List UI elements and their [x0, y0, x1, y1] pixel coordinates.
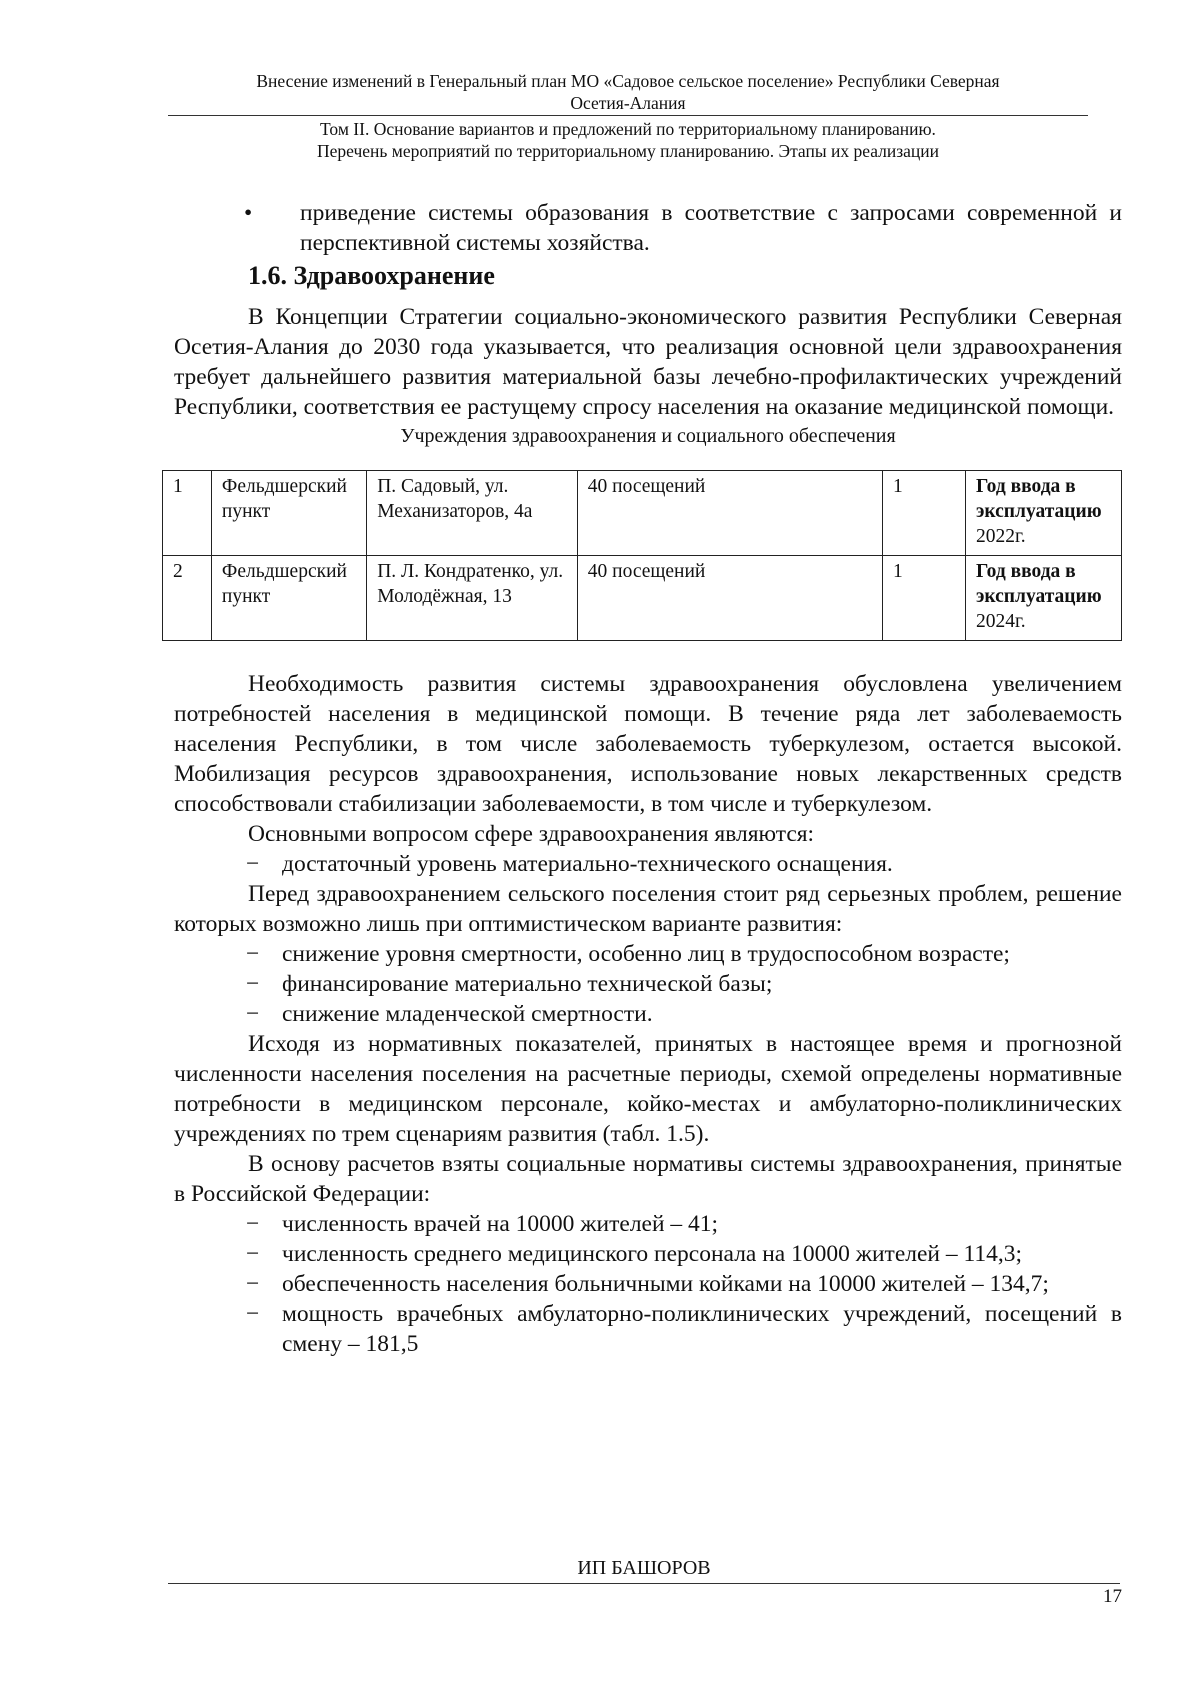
- list-item-text: финансирование материально технической базы;: [282, 971, 773, 997]
- year-value: 2022г.: [975, 526, 1026, 547]
- spacer: [174, 641, 1122, 669]
- cell-address: П. Л. Кондратенко, ул. Молодёжная, 13: [367, 556, 578, 641]
- cell-year: [965, 556, 1121, 641]
- bullet-icon: •: [244, 200, 253, 226]
- paragraph-basis: В основу расчетов взяты социальные нормативы системы здравоохранения, принятые в Российской Федерации:: [174, 1151, 1122, 1207]
- paragraph-concept: В Концепции Стратегии социально-экономического развития Республики Северная Осетия-Алания до 2030 года указывается, что реализация основной цели здравоохранения требует дальнейшего развития материальной базы лечебно-профилактических учреждений Республики, соответствия ее растущему спросу населения на оказание медицинской помощи.: [174, 304, 1122, 420]
- problems-list: [174, 939, 1122, 1029]
- issues-list: [174, 849, 1122, 879]
- page-number: 17: [1103, 1586, 1122, 1607]
- footer-rule: [168, 1583, 1120, 1584]
- cell-capacity: 40 посещений: [577, 556, 882, 641]
- header-title-line1: Внесение изменений в Генеральный план МО «Садовое сельское поселение» Республики Северная: [256, 71, 1000, 91]
- list-item-text: мощность врачебных амбулаторно-поликлинических учреждений, посещений в смену – 181,5: [282, 1301, 1122, 1357]
- paragraph-main-issues: Основными вопросом сфере здравоохранения являются:: [248, 821, 815, 847]
- paragraph-problems: Перед здравоохранением сельского поселения стоит ряд серьезных проблем, решение которых возможно лишь при оптимистическом варианте развития:: [174, 881, 1122, 937]
- list-item: [174, 849, 1122, 879]
- cell-year: [965, 471, 1121, 556]
- bullet-text: приведение системы образования в соответствие с запросами современной и перспективной системы хозяйства.: [300, 200, 1122, 256]
- dash-icon: −: [246, 1211, 260, 1237]
- dash-icon: −: [246, 851, 260, 877]
- dash-icon: −: [246, 971, 260, 997]
- cell-count: 1: [883, 471, 966, 556]
- list-item-text: численность среднего медицинского персонала на 10000 жителей – 114,3;: [282, 1241, 1023, 1267]
- list-item: [174, 1299, 1122, 1359]
- list-item-text: обеспеченность населения больничными койками на 10000 жителей – 134,7;: [282, 1271, 1049, 1297]
- dash-icon: −: [246, 1241, 260, 1267]
- list-item-text: численность врачей на 10000 жителей – 41;: [282, 1211, 719, 1237]
- list-item: [174, 1239, 1122, 1269]
- header-subtitle: [168, 116, 1088, 162]
- bullet-item: [174, 198, 1122, 258]
- page-footer: [168, 1555, 1120, 1584]
- cell-address: П. Садовый, ул. Механизаторов, 4а: [367, 471, 578, 556]
- list-item: [174, 999, 1122, 1029]
- table-row: [163, 556, 1122, 641]
- page-header: [168, 70, 1088, 162]
- table-caption: Учреждения здравоохранения и социального обеспечения: [400, 425, 896, 447]
- list-item: [174, 939, 1122, 969]
- cell-num: 2: [163, 556, 212, 641]
- footer-company: ИП БАШОРОВ: [577, 1557, 711, 1579]
- cell-type: Фельдшерский пункт: [211, 471, 366, 556]
- list-item: [174, 1269, 1122, 1299]
- page-content: [174, 198, 1122, 1359]
- facilities-table: [162, 470, 1122, 641]
- list-item-text: снижение младенческой смертности.: [282, 1001, 653, 1027]
- year-value: 2024г.: [975, 611, 1026, 632]
- list-item-text: достаточный уровень материально-технического оснащения.: [282, 851, 893, 877]
- intro-bullet-list: [174, 198, 1122, 258]
- table-row: [163, 471, 1122, 556]
- list-item: [174, 1209, 1122, 1239]
- list-item-text: снижение уровня смертности, особенно лиц в трудоспособном возрасте;: [282, 941, 1010, 967]
- paragraph-necessity: Необходимость развития системы здравоохранения обусловлена увеличением потребностей населения в медицинской помощи. В течение ряда лет заболеваемость населения Республики, в том числе заболеваемость туберкулезом, остается высокой. Мобилизация ресурсов здравоохранения, использование новых лекарственных средств способствовали стабилизации заболеваемости, в том числе и туберкулезом.: [174, 671, 1122, 817]
- dash-icon: −: [246, 1001, 260, 1027]
- section-title: 1.6. Здравоохранение: [248, 261, 495, 290]
- norms-list: [174, 1209, 1122, 1359]
- header-sub-line2: Перечень мероприятий по территориальному планированию. Этапы их реализации: [317, 141, 939, 161]
- header-title-line2: Осетия-Алания: [570, 93, 686, 113]
- cell-num: 1: [163, 471, 212, 556]
- dash-icon: −: [246, 941, 260, 967]
- dash-icon: −: [246, 1271, 260, 1297]
- dash-icon: −: [246, 1301, 260, 1327]
- list-item: [174, 969, 1122, 999]
- header-sub-line1: Том II. Основание вариантов и предложений по территориальному планированию.: [320, 119, 936, 139]
- cell-count: 1: [883, 556, 966, 641]
- cell-capacity: 40 посещений: [577, 471, 882, 556]
- year-label: Год ввода в эксплуатацию: [975, 561, 1102, 607]
- year-label: Год ввода в эксплуатацию: [975, 476, 1102, 522]
- paragraph-norms: Исходя из нормативных показателей, принятых в настоящее время и прогнозной численности населения поселения на расчетные периоды, схемой определены нормативные потребности в медицинском персонале, койко-местах и амбулаторно-поликлинических учреждениях по трем сценариям развития (табл. 1.5).: [174, 1031, 1122, 1147]
- cell-type: Фельдшерский пункт: [211, 556, 366, 641]
